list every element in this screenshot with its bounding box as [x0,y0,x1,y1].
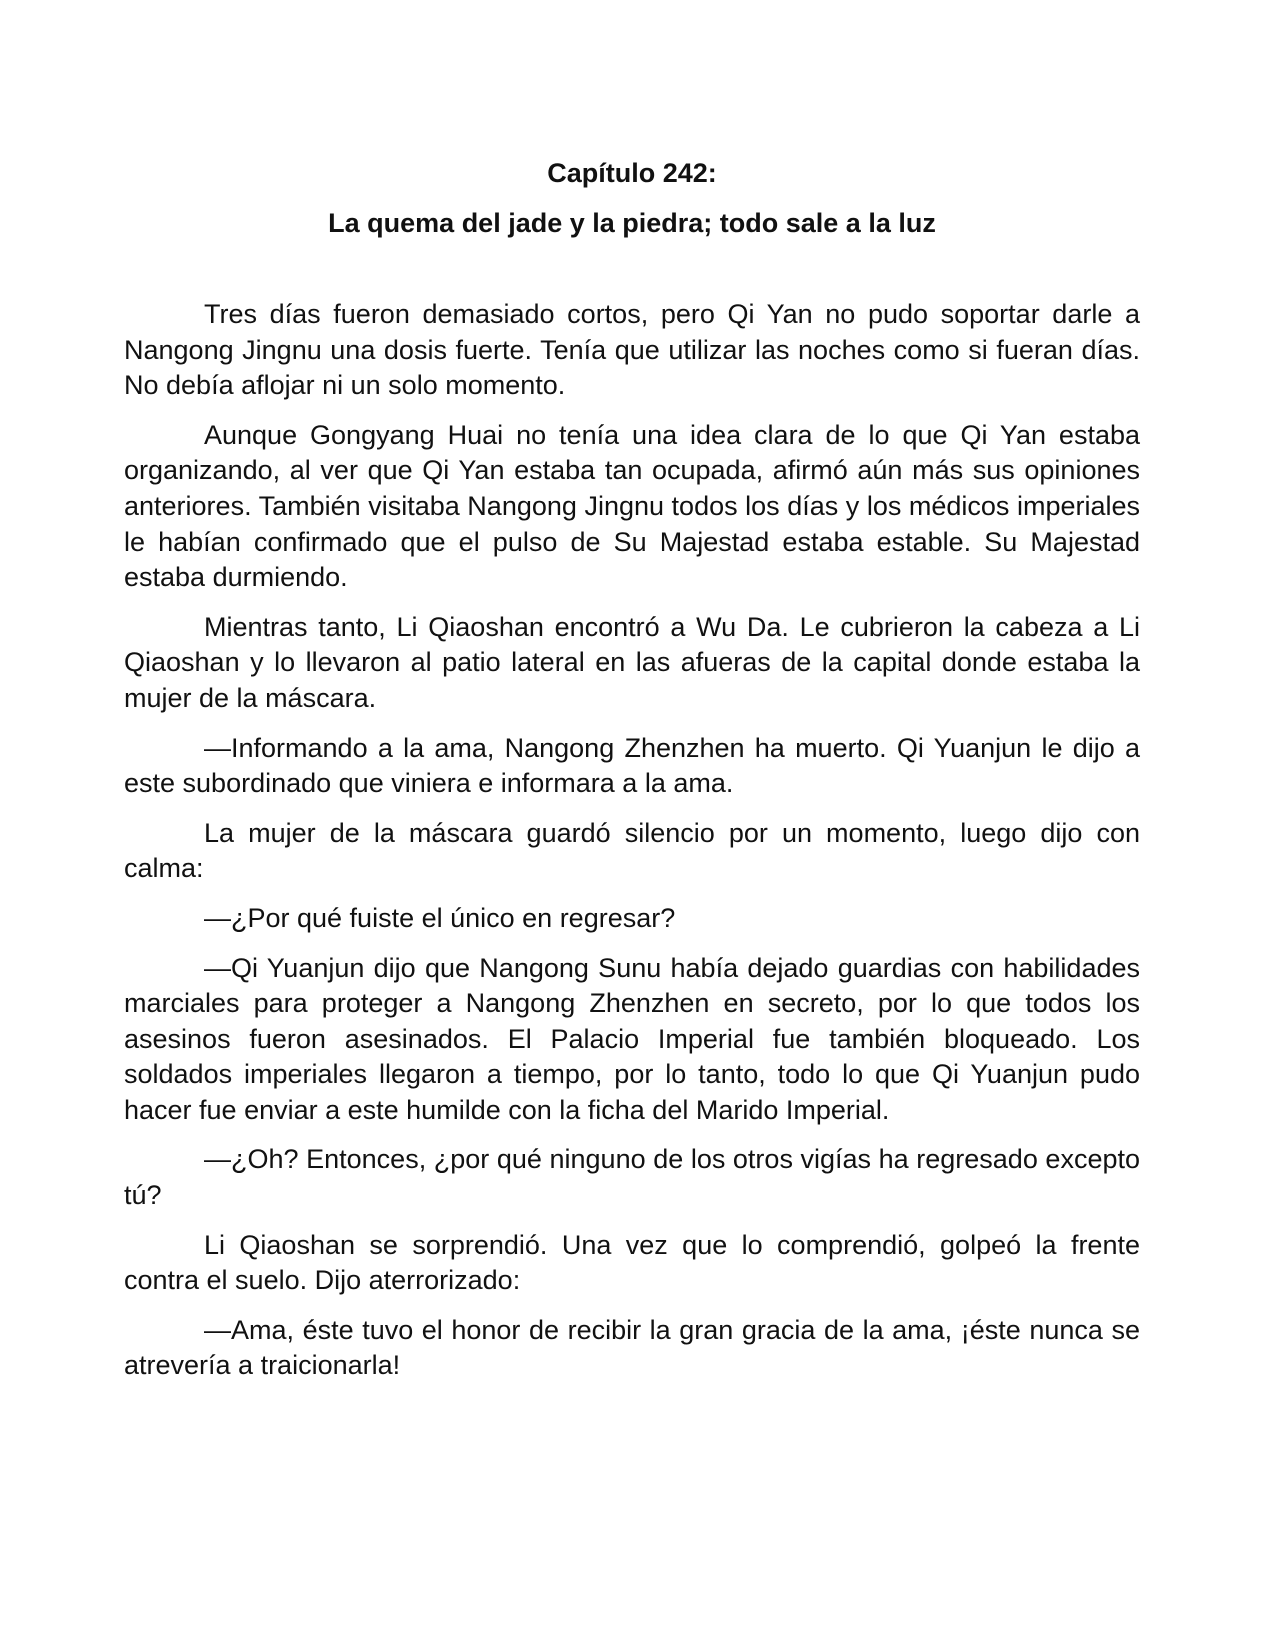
document-page [124,155,1140,1398]
paragraph: —¿Por qué fuiste el único en regresar? [204,902,676,933]
paragraph: Aunque Gongyang Huai no tenía una idea clara de lo que Qi Yan estaba organizando, al ver que Qi Yan estaba tan ocupada, afirmó aún más sus opiniones anteriores. También visitaba Nangong Jingnu todos los días y los médicos imperiales le habían confirmado que el pulso de Su Majestad estaba estable. Su Majestad estaba durmiendo. [124,419,1140,593]
paragraph: —Ama, éste tuvo el honor de recibir la gran gracia de la ama, ¡éste nunca se atrevería a traicionarla! [124,1314,1140,1381]
paragraph: —Informando a la ama, Nangong Zhenzhen ha muerto. Qi Yuanjun le dijo a este subordinado que viniera e informara a la ama. [124,732,1140,799]
paragraph: Mientras tanto, Li Qiaoshan encontró a Wu Da. Le cubrieron la cabeza a Li Qiaoshan y lo llevaron al patio lateral en las afueras de la capital donde estaba la mujer de la máscara. [124,611,1140,713]
chapter-title: La quema del jade y la piedra; todo sale a la luz [328,208,936,238]
paragraph: —¿Oh? Entonces, ¿por qué ninguno de los otros vigías ha regresado excepto tú? [124,1144,1140,1211]
paragraph: —Qi Yuanjun dijo que Nangong Sunu había dejado guardias con habilidades marciales para proteger a Nangong Zhenzhen en secreto, por lo que todos los asesinos fueron asesinados. El Palacio Imperial fue también bloqueado. Los soldados imperiales llegaron a tiempo, por lo tanto, todo lo que Qi Yuanjun pudo hacer fue enviar a este humilde con la ficha del Marido Imperial. [124,952,1140,1125]
paragraph: Tres días fueron demasiado cortos, pero Qi Yan no pudo soportar darle a Nangong Jingnu una dosis fuerte. Tenía que utilizar las noches como si fueran días. No debía aflojar ni un solo momento. [124,299,1140,401]
paragraph: La mujer de la máscara guardó silencio por un momento, luego dijo con calma: [124,817,1140,884]
chapter-number: Capítulo 242: [547,158,717,188]
paragraph: Li Qiaoshan se sorprendió. Una vez que lo comprendió, golpeó la frente contra el suelo. Dijo aterrorizado: [124,1229,1140,1296]
